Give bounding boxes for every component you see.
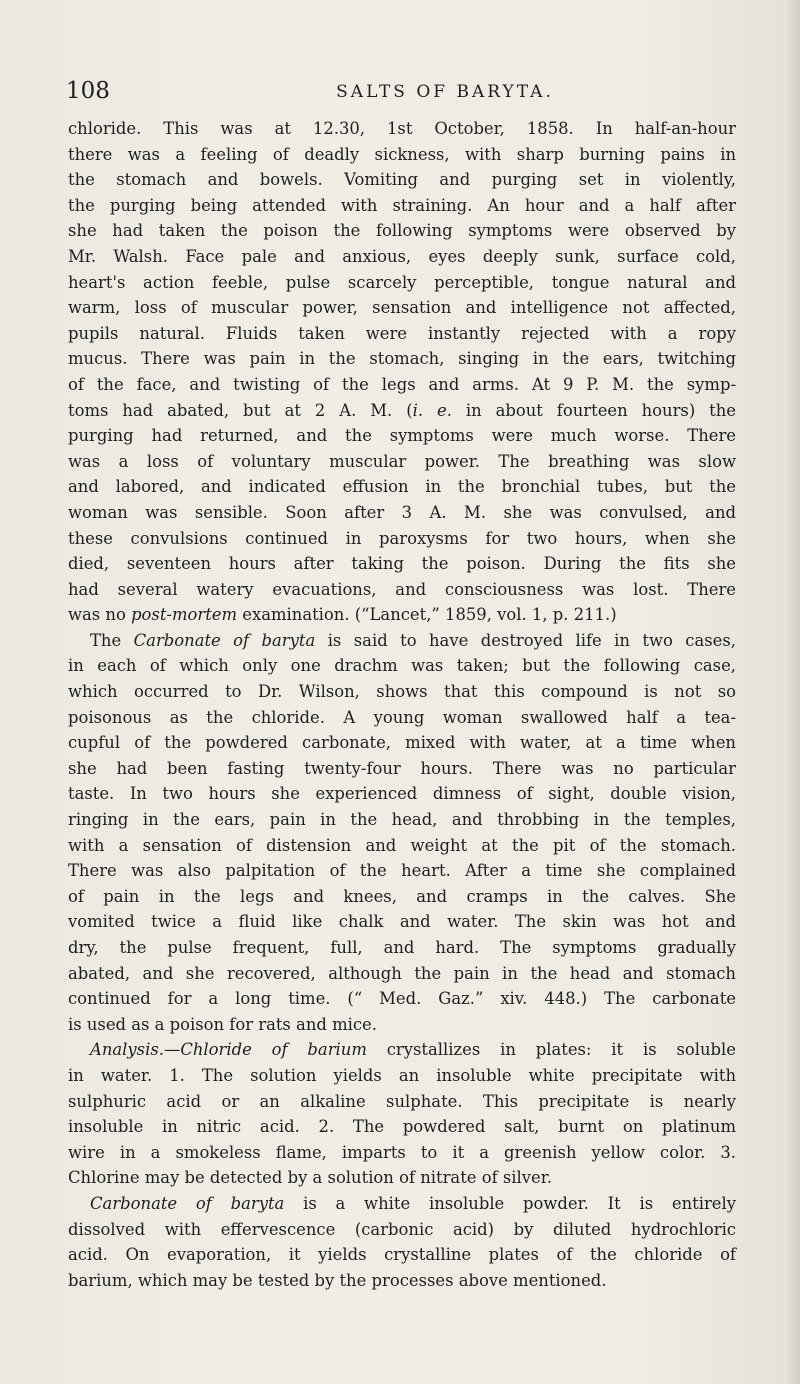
italic-run: Analysis.—Chloride of barium: [90, 1040, 367, 1060]
text-run: Mr. Walsh. Face pale and anxious, eyes deeply sunk, surface cold,: [68, 246, 736, 266]
text-run: wire in a smokeless flame, imparts to it a greenish yellow color. 3.: [68, 1142, 736, 1162]
text-line: [68, 526, 736, 552]
text-line: [68, 730, 736, 756]
text-run: abated, and she recovered, although the pain in the head and stomach: [68, 963, 736, 983]
text-run: heart's action feeble, pulse scarcely perceptible, tongue natural and: [68, 272, 736, 292]
text-line: [68, 833, 736, 859]
text-run: pupils natural. Fluids taken were instantly rejected with a ropy: [68, 323, 736, 343]
text-line: [68, 1268, 736, 1294]
text-line: [68, 346, 736, 372]
italic-run: Carbonate of baryta: [133, 630, 316, 650]
text-run: is a white insoluble powder. It is entirely: [284, 1193, 736, 1213]
text-line: [68, 1012, 736, 1038]
text-line: [68, 449, 736, 475]
text-run: the purging being attended with straining. An hour and a half after: [68, 195, 736, 215]
text-line: [68, 884, 736, 910]
text-line: [68, 1191, 736, 1217]
text-line: [68, 500, 736, 526]
text-run: the stomach and bowels. Vomiting and purging set in violently,: [68, 170, 736, 190]
text-run: toms had abated, but at 2 A. M. (: [68, 400, 413, 420]
text-line: [68, 935, 736, 961]
text-line: [68, 116, 736, 142]
text-line: [68, 167, 736, 193]
text-run: died, seventeen hours after taking the poison. During the fits she: [68, 554, 736, 574]
text-line: [68, 986, 736, 1012]
text-line: [68, 218, 736, 244]
text-line: [68, 1242, 736, 1268]
text-line: [68, 1114, 736, 1140]
running-head: SALTS OF BARYTA.: [336, 82, 554, 102]
text-line: [68, 193, 736, 219]
text-line: [68, 679, 736, 705]
page-number: 108: [66, 78, 110, 104]
text-run: continued for a long time. (“ Med. Gaz.” xiv. 448.) The carbonate: [68, 989, 736, 1009]
text-line: [68, 781, 736, 807]
page-header: [66, 76, 736, 106]
text-line: [68, 551, 736, 577]
text-run: which occurred to Dr. Wilson, shows that this compound is not so: [68, 682, 736, 702]
text-run: woman was sensible. Soon after 3 A. M. she was convulsed, and: [68, 502, 736, 522]
text-line: [68, 577, 736, 603]
text-run: The: [90, 630, 134, 650]
text-line: [68, 628, 736, 654]
text-line: [68, 909, 736, 935]
text-line: [68, 244, 736, 270]
text-run: in each of which only one drachm was taken; but the following case,: [68, 656, 736, 676]
text-run: and labored, and indicated effusion in the bronchial tubes, but the: [68, 477, 736, 497]
text-run: warm, loss of muscular power, sensation and intelligence not affected,: [68, 298, 736, 318]
text-run: There was also palpitation of the heart. After a time she complained: [68, 861, 736, 881]
text-run: was no: [68, 605, 132, 625]
text-line: [68, 142, 736, 168]
text-line: [68, 1089, 736, 1115]
text-line: [68, 1063, 736, 1089]
italic-run: i. e.: [412, 400, 452, 420]
text-run: cupful of the powdered carbonate, mixed with water, at a time when: [68, 733, 736, 753]
text-run: vomited twice a fluid like chalk and water. The skin was hot and: [68, 912, 736, 932]
text-line: [68, 423, 736, 449]
text-line: [68, 602, 736, 628]
text-run: of the face, and twisting of the legs and arms. At 9 P. M. the symp-: [68, 374, 736, 394]
text-line: [68, 858, 736, 884]
text-run: dry, the pulse frequent, full, and hard. The symptoms gradually: [68, 938, 736, 957]
text-run: is used as a poison for rats and mice.: [68, 1014, 377, 1034]
text-line: [68, 474, 736, 500]
text-line: [68, 1217, 736, 1243]
text-run: she had taken the poison the following symptoms were observed by: [68, 221, 736, 241]
text-run: ringing in the ears, pain in the head, and throbbing in the temples,: [68, 810, 736, 830]
text-run: chloride. This was at 12.30, 1st October, 1858. In half-an-hour: [68, 119, 736, 138]
text-run: had several watery evacuations, and consciousness was lost. There: [68, 579, 736, 599]
text-line: [68, 295, 736, 321]
text-run: of pain in the legs and knees, and cramps in the calves. She: [68, 886, 736, 906]
text-line: [68, 807, 736, 833]
text-run: in water. 1. The solution yields an insoluble white precipitate with: [68, 1065, 736, 1085]
page-gutter-shadow: [786, 0, 800, 1384]
text-run: acid. On evaporation, it yields crystalline plates of the chloride of: [68, 1245, 736, 1265]
text-line: [68, 398, 736, 424]
text-run: Chlorine may be detected by a solution of nitrate of silver.: [68, 1168, 552, 1188]
body-text: [68, 116, 736, 1293]
text-run: there was a feeling of deadly sickness, with sharp burning pains in: [68, 144, 736, 164]
text-run: these convulsions continued in paroxysms for two hours, when she: [68, 528, 736, 548]
text-run: taste. In two hours she experienced dimness of sight, double vision,: [68, 784, 736, 804]
text-run: mucus. There was pain in the stomach, singing in the ears, twitching: [68, 349, 736, 369]
text-run: is said to have destroyed life in two cases,: [315, 630, 736, 650]
text-run: insoluble in nitric acid. 2. The powdered salt, burnt on platinum: [68, 1117, 736, 1137]
text-run: in about fourteen hours) the: [451, 400, 737, 420]
text-line: [68, 1037, 736, 1063]
text-run: with a sensation of distension and weight at the pit of the stomach.: [68, 835, 736, 855]
text-run: she had been fasting twenty-four hours. There was no particular: [68, 758, 736, 778]
text-line: [68, 1140, 736, 1166]
text-run: purging had returned, and the symptoms were much worse. There: [68, 426, 736, 446]
text-run: was a loss of voluntary muscular power. The breathing was slow: [68, 451, 736, 471]
text-run: crystallizes in plates: it is soluble: [366, 1040, 736, 1060]
text-line: [68, 321, 736, 347]
text-run: barium, which may be tested by the processes above mentioned.: [68, 1270, 607, 1290]
text-run: poisonous as the chloride. A young woman swallowed half a tea-: [68, 707, 736, 727]
italic-run: Carbonate of baryta: [90, 1193, 285, 1213]
italic-run: post-mortem: [131, 605, 238, 625]
text-run: dissolved with effervescence (carbonic acid) by diluted hydrochloric: [68, 1219, 736, 1239]
text-run: sulphuric acid or an alkaline sulphate. This precipitate is nearly: [68, 1091, 736, 1111]
text-line: [68, 372, 736, 398]
text-run: examination. (“Lancet,” 1859, vol. 1, p. 211.): [237, 605, 617, 625]
text-line: [68, 270, 736, 296]
text-line: [68, 756, 736, 782]
text-line: [68, 705, 736, 731]
text-line: [68, 1165, 736, 1191]
text-line: [68, 653, 736, 679]
text-line: [68, 961, 736, 987]
